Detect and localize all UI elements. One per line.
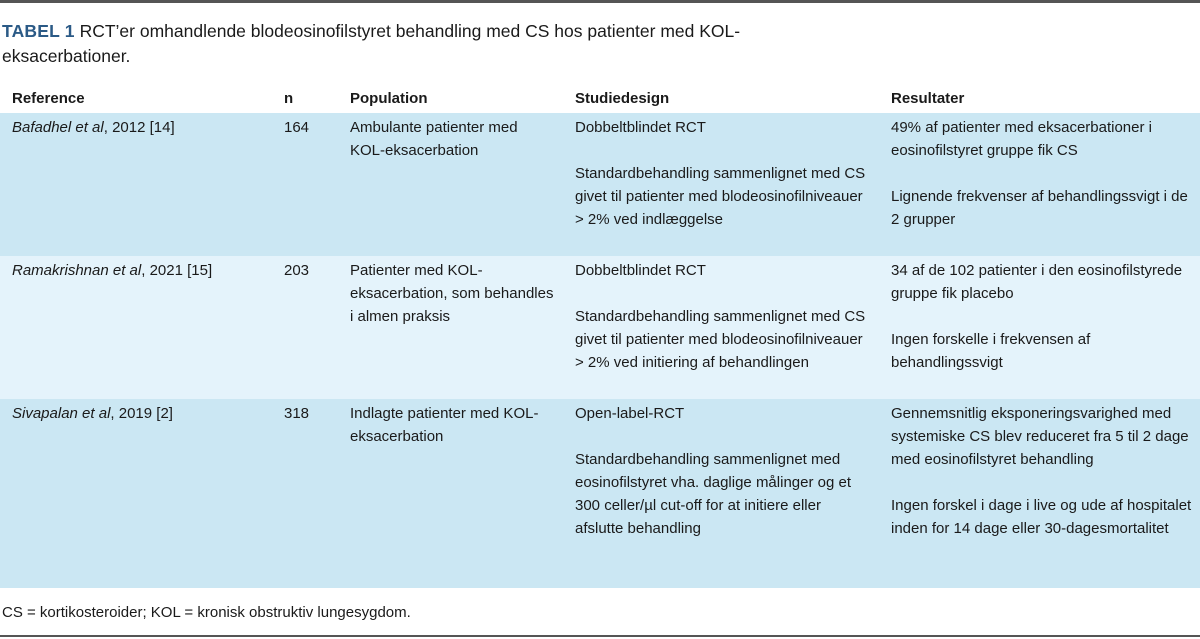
cell-reference bbox=[0, 256, 272, 399]
header-reference: Reference bbox=[0, 84, 272, 113]
cell-resultater bbox=[879, 113, 1200, 256]
caption-text: RCT’er omhandlende blodeosinofilstyret behandling med CS hos patienter med KOL-eksacerbationer. bbox=[2, 21, 741, 66]
header-studiedesign: Studiedesign bbox=[563, 84, 879, 113]
table-row bbox=[0, 113, 1200, 256]
table-header-row bbox=[0, 84, 1200, 113]
cell-population: Ambulante patienter med KOL-eksacerbation bbox=[338, 113, 563, 256]
top-rule bbox=[0, 0, 1200, 3]
bottom-rule bbox=[0, 635, 1200, 637]
result-secondary: Ingen forskelle i frekvensen af behandlingssvigt bbox=[891, 331, 1091, 371]
result-primary: 49% af patienter med eksacerbationer i eosinofilstyret gruppe fik CS bbox=[891, 119, 1152, 159]
cell-reference bbox=[0, 113, 272, 256]
design-description: Standardbehandling sammenlignet med CS givet til patienter med blodeosinofilniveauer > 2% ved indlæggelse bbox=[575, 165, 866, 228]
results-table bbox=[0, 84, 1200, 588]
reference-author: Bafadhel et al bbox=[12, 119, 104, 136]
table-footnote: CS = kortikosteroider; KOL = kronisk obstruktiv lungesygdom. bbox=[2, 604, 411, 621]
cell-studiedesign bbox=[563, 113, 879, 256]
design-type: Dobbeltblindet RCT bbox=[575, 119, 706, 136]
reference-author: Sivapalan et al bbox=[12, 405, 111, 422]
table-caption bbox=[2, 19, 762, 69]
table-label: TABEL 1 bbox=[2, 21, 75, 41]
cell-studiedesign bbox=[563, 256, 879, 399]
cell-reference bbox=[0, 399, 272, 588]
cell-resultater bbox=[879, 256, 1200, 399]
cell-n: 164 bbox=[272, 113, 338, 256]
result-secondary: Ingen forskel i dage i live og ude af hospitalet inden for 14 dage eller 30-dagesmortalitet bbox=[891, 497, 1192, 537]
cell-studiedesign bbox=[563, 399, 879, 588]
cell-n: 318 bbox=[272, 399, 338, 588]
cell-resultater bbox=[879, 399, 1200, 588]
reference-detail: , 2019 [2] bbox=[110, 405, 173, 422]
design-type: Dobbeltblindet RCT bbox=[575, 262, 706, 279]
reference-detail: , 2021 [15] bbox=[141, 262, 213, 279]
reference-author: Ramakrishnan et al bbox=[12, 262, 142, 279]
cell-population: Indlagte patienter med KOL-eksacerbation bbox=[338, 399, 563, 588]
design-type: Open-label-RCT bbox=[575, 405, 685, 422]
result-primary: 34 af de 102 patienter i den eosinofilstyrede gruppe fik placebo bbox=[891, 262, 1183, 302]
design-description: Standardbehandling sammenlignet med CS givet til patienter med blodeosinofilniveauer > 2% ved initiering af behandlingen bbox=[575, 308, 866, 371]
reference-detail: , 2012 [14] bbox=[103, 119, 175, 136]
table-row bbox=[0, 399, 1200, 588]
table-row bbox=[0, 256, 1200, 399]
result-primary: Gennemsnitlig eksponeringsvarighed med systemiske CS blev reduceret fra 5 til 2 dage med eosinofilstyret behandling bbox=[891, 405, 1189, 468]
design-description: Standardbehandling sammenlignet med eosinofilstyret vha. daglige målinger og et 300 celler/µl cut-off for at initiere eller afslutte behandling bbox=[575, 451, 851, 537]
results-table-wrapper bbox=[0, 84, 1200, 588]
cell-n: 203 bbox=[272, 256, 338, 399]
cell-population: Patienter med KOL-eksacerbation, som behandles i almen praksis bbox=[338, 256, 563, 399]
header-n: n bbox=[272, 84, 338, 113]
header-resultater: Resultater bbox=[879, 84, 1200, 113]
result-secondary: Lignende frekvenser af behandlingssvigt i de 2 grupper bbox=[891, 188, 1188, 228]
header-population: Population bbox=[338, 84, 563, 113]
